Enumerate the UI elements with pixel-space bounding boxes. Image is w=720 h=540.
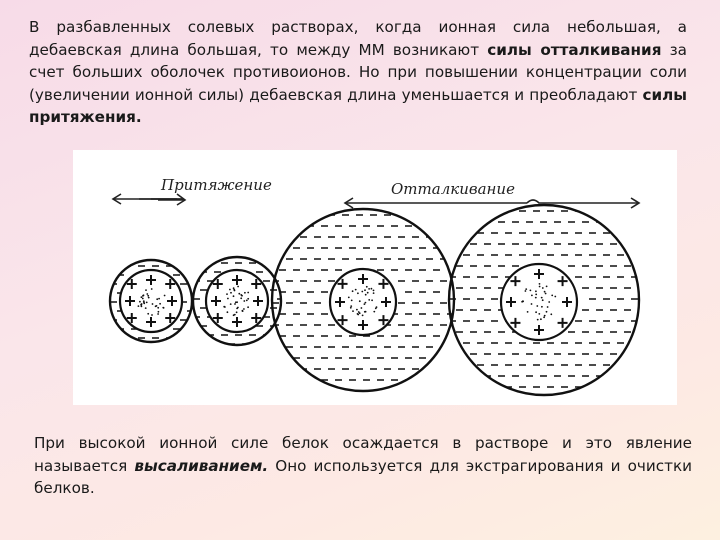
protein-dot [539,286,541,288]
protein-dot [146,302,148,304]
protein-dot [531,303,533,305]
attraction-arrow [113,194,185,205]
protein-dot [542,299,544,301]
protein-dot [371,299,373,301]
protein-dot [243,300,245,302]
repulsion-label: Отталкивание [391,180,515,198]
protein-dot [543,316,545,318]
protein-dot [247,292,249,294]
protein-dot [141,303,143,305]
attraction-forces-term: силы притяжения. [29,85,687,127]
protein-dot [352,310,354,312]
intro-paragraph [29,16,687,129]
protein-dot [358,311,360,313]
protein-dot [147,313,149,315]
protein-dot [151,314,153,316]
small-shell-left [103,260,194,342]
protein-dot [546,311,548,313]
protein-dot [142,298,144,300]
protein-dot [351,300,353,302]
protein-dot [163,307,165,309]
protein-dot [365,294,367,296]
protein-dot [237,286,239,288]
protein-dot [361,307,363,309]
protein-dot [235,301,237,303]
protein-dot [541,297,543,299]
protein-dot [350,305,352,307]
protein-dot [541,306,543,308]
protein-dot [546,286,548,288]
salting-text-part2: Оно используется для экстрагирования и очистки белков. [34,456,692,498]
protein-dot [234,303,236,305]
protein-dot [157,307,159,309]
protein-dot [364,311,366,313]
repulsion-arrow [345,198,639,208]
protein-dot [241,295,243,297]
protein-dot [157,313,159,315]
protein-dot [364,303,366,305]
protein-dot [544,315,546,317]
protein-dot [145,307,147,309]
protein-dot [233,295,235,297]
protein-dot [373,311,375,313]
protein-dot [531,295,533,297]
protein-dot [521,301,523,303]
protein-dot [548,301,550,303]
protein-dot [547,306,549,308]
protein-dot [226,293,228,295]
protein-dot [362,315,364,317]
intro-text-part2: за счет больших оболочек противоионов. Но при повышении концентрации соли (увеличении ионной силы) дебаевская длина уменьшается и преобладают [29,40,687,104]
repulsion-forces-term: силы отталкивания [487,40,662,59]
protein-dot [247,298,249,300]
protein-dot [230,292,232,294]
protein-dot [554,296,556,298]
protein-dot [158,311,160,313]
protein-dot [530,290,532,292]
protein-dot [141,296,143,298]
protein-dot [373,292,375,294]
protein-dot [361,291,363,293]
protein-dot [535,290,537,292]
protein-dot [151,288,153,290]
protein-dot [227,311,229,313]
protein-dot [145,289,147,291]
salting-out-paragraph [34,432,692,500]
protein-dot [545,293,547,295]
protein-dot [525,290,527,292]
protein-dot [527,311,529,313]
protein-dot [365,302,367,304]
protein-dot [164,295,166,297]
salting-out-term: высаливанием. [134,456,269,475]
salting-text-part1: При высокой ионной силе белок осаждается в растворе и это явление называется [34,434,692,475]
protein-dot [368,299,370,301]
protein-dot [544,291,546,293]
protein-dot [143,294,145,296]
protein-dot [538,313,540,315]
protein-dot [238,293,240,295]
debye-shell-diagram [73,150,677,405]
protein-dot [357,313,359,315]
protein-dot [236,308,238,310]
protein-dot [368,288,370,290]
protein-dot [364,289,366,291]
protein-dot [535,294,537,296]
protein-dot [156,298,158,300]
protein-dot [242,310,244,312]
protein-dot [348,297,350,299]
large-shell-left [265,209,454,391]
protein-dot [525,288,527,290]
protein-dot [247,306,249,308]
protein-dot [240,297,242,299]
protein-dot [243,308,245,310]
protein-dot [234,290,236,292]
small-shell-right [186,257,291,345]
protein-dot [234,314,236,316]
protein-dot [535,297,537,299]
protein-dot [229,289,231,291]
protein-dot [537,319,539,321]
protein-dot [373,290,375,292]
protein-dot [550,313,552,315]
protein-dot [352,290,354,292]
protein-dot [540,318,542,320]
protein-dot [367,292,369,294]
protein-dot [155,305,157,307]
protein-dot [159,303,161,305]
protein-dot [542,287,544,289]
protein-dot [535,311,537,313]
protein-dot [158,298,160,300]
protein-dot [536,305,538,307]
protein-dot [539,283,541,285]
protein-dot [355,289,357,291]
protein-dot [356,309,358,311]
protein-dot [152,303,154,305]
protein-dot [227,298,229,300]
protein-dot [366,286,368,288]
protein-dot [376,306,378,308]
protein-dot [138,305,140,307]
protein-dot [246,300,248,302]
protein-dot [230,303,232,305]
protein-dot [139,301,141,303]
protein-dot [350,307,352,309]
protein-dot [224,306,226,308]
protein-dot [146,293,148,295]
attraction-label: Притяжение [161,176,272,194]
protein-dot [236,311,238,313]
intro-text-part1: В разбавленных солевых растворах, когда ионная сила небольшая, а дебаевская длина большая, то между ММ возникают [29,18,687,59]
protein-dot [359,300,361,302]
protein-dot [551,295,553,297]
protein-dot [357,292,359,294]
protein-dot [244,292,246,294]
protein-dot [148,297,150,299]
protein-dot [147,295,149,297]
protein-dot [371,288,373,290]
protein-dot [143,301,145,303]
